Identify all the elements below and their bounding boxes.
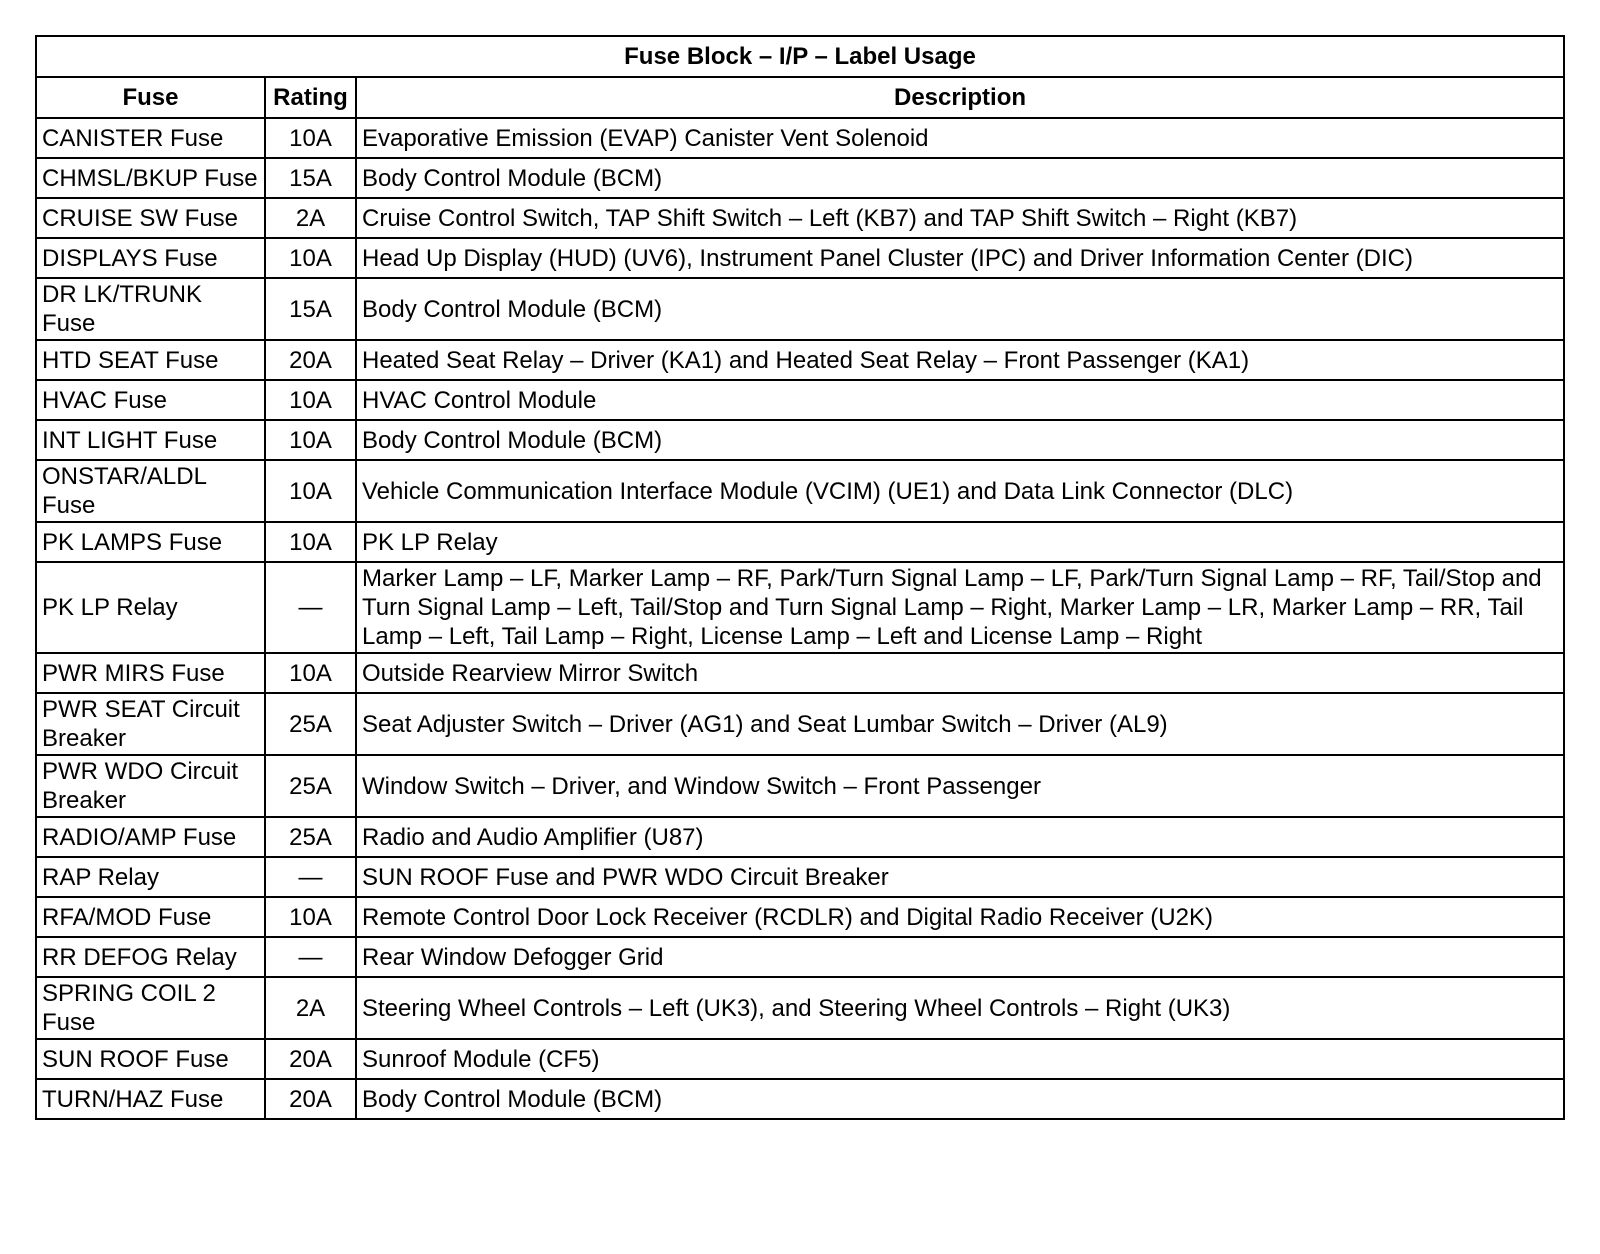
fuse-name-cell: PK LP Relay [36, 562, 265, 653]
fuse-name-cell: TURN/HAZ Fuse [36, 1079, 265, 1119]
fuse-description-cell: Cruise Control Switch, TAP Shift Switch – Left (KB7) and TAP Shift Switch – Right (KB7) [356, 198, 1564, 238]
fuse-name-cell: ONSTAR/ALDL Fuse [36, 460, 265, 522]
table-row [36, 278, 1564, 340]
fuse-rating-cell: 10A [265, 118, 356, 158]
fuse-description-cell: PK LP Relay [356, 522, 1564, 562]
fuse-rating-cell: — [265, 857, 356, 897]
table-row [36, 653, 1564, 693]
fuse-description-cell: Marker Lamp – LF, Marker Lamp – RF, Park/Turn Signal Lamp – LF, Park/Turn Signal Lamp – RF, Tail/Stop and Turn Signal Lamp – Left, Tail/Stop and Turn Signal Lamp – Right, Marker Lamp – LR, Marker Lamp – RR, Tail Lamp – Left, Tail Lamp – Right, License Lamp – Left and License Lamp – Right [356, 562, 1564, 653]
fuse-name-cell: PWR MIRS Fuse [36, 653, 265, 693]
table-row [36, 755, 1564, 817]
fuse-description-cell: Heated Seat Relay – Driver (KA1) and Heated Seat Relay – Front Passenger (KA1) [356, 340, 1564, 380]
table-row [36, 937, 1564, 977]
fuse-rating-cell: 10A [265, 380, 356, 420]
fuse-name-cell: RADIO/AMP Fuse [36, 817, 265, 857]
fuse-name-cell: INT LIGHT Fuse [36, 420, 265, 460]
fuse-rating-cell: 25A [265, 817, 356, 857]
table-row [36, 817, 1564, 857]
fuse-name-cell: HVAC Fuse [36, 380, 265, 420]
table-row [36, 977, 1564, 1039]
fuse-name-cell: CANISTER Fuse [36, 118, 265, 158]
table-row [36, 897, 1564, 937]
fuse-rating-cell: 10A [265, 522, 356, 562]
table-row [36, 198, 1564, 238]
fuse-description-cell: Seat Adjuster Switch – Driver (AG1) and Seat Lumbar Switch – Driver (AL9) [356, 693, 1564, 755]
fuse-description-cell: Window Switch – Driver, and Window Switch – Front Passenger [356, 755, 1564, 817]
fuse-description-cell: Radio and Audio Amplifier (U87) [356, 817, 1564, 857]
fuse-description-cell: Evaporative Emission (EVAP) Canister Vent Solenoid [356, 118, 1564, 158]
column-header-fuse: Fuse [36, 77, 265, 118]
column-header-rating: Rating [265, 77, 356, 118]
fuse-rating-cell: 2A [265, 977, 356, 1039]
fuse-rating-cell: 20A [265, 1079, 356, 1119]
fuse-name-cell: SPRING COIL 2 Fuse [36, 977, 265, 1039]
fuse-name-cell: DISPLAYS Fuse [36, 238, 265, 278]
fuse-rating-cell: 10A [265, 460, 356, 522]
fuse-name-cell: PK LAMPS Fuse [36, 522, 265, 562]
fuse-rating-cell: 20A [265, 1039, 356, 1079]
fuse-name-cell: CRUISE SW Fuse [36, 198, 265, 238]
table-row [36, 460, 1564, 522]
column-header-description: Description [356, 77, 1564, 118]
fuse-rating-cell: 10A [265, 238, 356, 278]
header-row [36, 77, 1564, 118]
fuse-description-cell: Body Control Module (BCM) [356, 420, 1564, 460]
title-row [36, 36, 1564, 77]
fuse-name-cell: RR DEFOG Relay [36, 937, 265, 977]
fuse-name-cell: PWR SEAT Circuit Breaker [36, 693, 265, 755]
fuse-description-cell: Body Control Module (BCM) [356, 1079, 1564, 1119]
fuse-name-cell: PWR WDO Circuit Breaker [36, 755, 265, 817]
fuse-rating-cell: — [265, 937, 356, 977]
fuse-description-cell: Sunroof Module (CF5) [356, 1039, 1564, 1079]
fuse-rating-cell: 25A [265, 755, 356, 817]
fuse-name-cell: DR LK/TRUNK Fuse [36, 278, 265, 340]
table-row [36, 238, 1564, 278]
fuse-description-cell: HVAC Control Module [356, 380, 1564, 420]
fuse-name-cell: CHMSL/BKUP Fuse [36, 158, 265, 198]
fuse-description-cell: Remote Control Door Lock Receiver (RCDLR) and Digital Radio Receiver (U2K) [356, 897, 1564, 937]
fuse-usage-table [35, 35, 1565, 1120]
table-title: Fuse Block – I/P – Label Usage [36, 36, 1564, 77]
table-row [36, 522, 1564, 562]
fuse-rating-cell: 10A [265, 897, 356, 937]
fuse-name-cell: RAP Relay [36, 857, 265, 897]
table-row [36, 1079, 1564, 1119]
fuse-description-cell: Steering Wheel Controls – Left (UK3), and Steering Wheel Controls – Right (UK3) [356, 977, 1564, 1039]
table-row [36, 118, 1564, 158]
table-body [36, 118, 1564, 1119]
fuse-rating-cell: 10A [265, 420, 356, 460]
fuse-description-cell: Rear Window Defogger Grid [356, 937, 1564, 977]
fuse-name-cell: SUN ROOF Fuse [36, 1039, 265, 1079]
fuse-rating-cell: 15A [265, 158, 356, 198]
fuse-description-cell: Head Up Display (HUD) (UV6), Instrument Panel Cluster (IPC) and Driver Information Center (DIC) [356, 238, 1564, 278]
fuse-description-cell: Outside Rearview Mirror Switch [356, 653, 1564, 693]
table-row [36, 1039, 1564, 1079]
fuse-rating-cell: 15A [265, 278, 356, 340]
table-row [36, 693, 1564, 755]
fuse-rating-cell: 2A [265, 198, 356, 238]
fuse-name-cell: HTD SEAT Fuse [36, 340, 265, 380]
table-row [36, 562, 1564, 653]
fuse-description-cell: Vehicle Communication Interface Module (VCIM) (UE1) and Data Link Connector (DLC) [356, 460, 1564, 522]
table-row [36, 857, 1564, 897]
fuse-name-cell: RFA/MOD Fuse [36, 897, 265, 937]
table-row [36, 158, 1564, 198]
table-row [36, 340, 1564, 380]
fuse-description-cell: SUN ROOF Fuse and PWR WDO Circuit Breaker [356, 857, 1564, 897]
fuse-rating-cell: 25A [265, 693, 356, 755]
fuse-rating-cell: — [265, 562, 356, 653]
fuse-description-cell: Body Control Module (BCM) [356, 278, 1564, 340]
table-row [36, 420, 1564, 460]
fuse-rating-cell: 20A [265, 340, 356, 380]
fuse-description-cell: Body Control Module (BCM) [356, 158, 1564, 198]
fuse-rating-cell: 10A [265, 653, 356, 693]
table-row [36, 380, 1564, 420]
